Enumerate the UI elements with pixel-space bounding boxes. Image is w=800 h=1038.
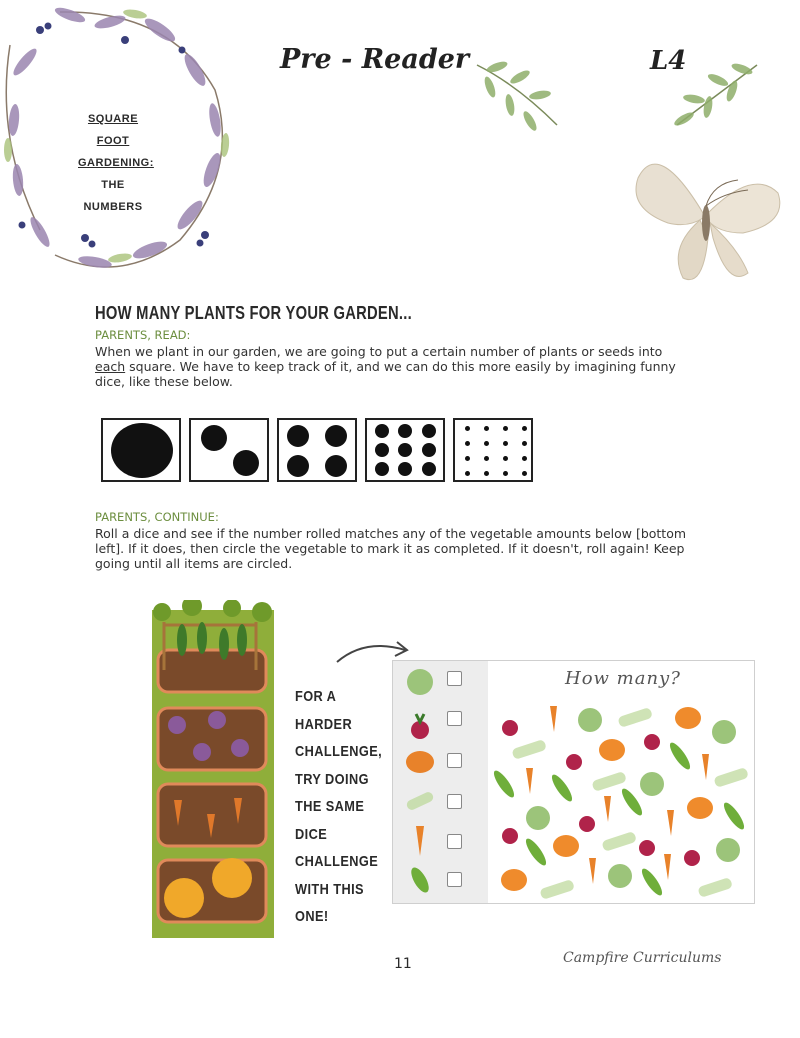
intro-text-underlined: each	[95, 359, 126, 374]
level-label: L4	[650, 46, 687, 76]
die-four	[277, 418, 357, 482]
die-pip	[484, 441, 489, 446]
checklist-checkbox[interactable]	[447, 834, 462, 849]
die-one	[101, 418, 181, 482]
parents-read-label: PARENTS, READ:	[95, 328, 191, 342]
parents-continue-label: PARENTS, CONTINUE:	[95, 510, 219, 524]
die-two	[189, 418, 269, 482]
page-number: 11	[394, 956, 412, 972]
wreath-line-2: GARDENING:	[78, 157, 154, 169]
die-pip	[503, 456, 508, 461]
leaf-sprig-illustration	[472, 55, 562, 135]
die-pip	[465, 441, 470, 446]
leaf-sprig-illustration-right	[672, 55, 762, 135]
wreath-line-1: SQUARE FOOT	[87, 113, 139, 147]
challenge-line: CHALLENGE,	[295, 743, 383, 760]
challenge-line: TRY DOING	[295, 770, 369, 788]
die-pip	[522, 471, 527, 476]
die-pip	[484, 456, 489, 461]
die-pip	[522, 426, 527, 431]
challenge-line: WITH THIS	[295, 880, 364, 898]
dice-row	[101, 418, 533, 482]
butterfly-illustration	[628, 138, 788, 288]
die-six	[365, 418, 445, 482]
die-pip	[465, 426, 470, 431]
die-pip	[522, 441, 527, 446]
die-sixteen	[453, 418, 533, 482]
brand-signature: Campfire Curriculums	[563, 950, 722, 966]
checklist-checkbox[interactable]	[447, 671, 462, 686]
wreath-title	[78, 108, 154, 218]
challenge-line: CHALLENGE	[295, 853, 379, 870]
die-pip	[503, 441, 508, 446]
die-pip	[465, 456, 470, 461]
challenge-line: THE SAME DICE	[295, 798, 365, 843]
die-pip	[484, 471, 489, 476]
challenge-line: ONE!	[295, 908, 329, 925]
checklist-checkbox[interactable]	[447, 794, 462, 809]
worksheet-title: How many?	[565, 668, 681, 689]
checklist-checkbox[interactable]	[447, 872, 462, 887]
wreath-line-3: THE NUMBERS	[83, 179, 143, 213]
die-pip	[503, 471, 508, 476]
intro-paragraph	[95, 344, 695, 389]
intro-text-start: When we plant in our garden, we are going to put a certain number of plants or seeds into	[95, 344, 663, 359]
instructions-paragraph: Roll a dice and see if the number rolled matches any of the vegetable amounts below [bottom left]. If it does, then circle the vegetable to mark it as completed. If it doesn't, roll again! Keep going until all items are circled.	[95, 526, 687, 571]
die-pip	[522, 456, 527, 461]
page-title: Pre - Reader	[280, 44, 470, 75]
checklist-checkbox[interactable]	[447, 711, 462, 726]
vegetable-counting-grid	[492, 698, 752, 900]
checklist-checkbox[interactable]	[447, 753, 462, 768]
garden-beds-illustration	[152, 600, 274, 938]
challenge-text	[295, 683, 383, 931]
challenge-line: FOR A HARDER	[295, 688, 353, 733]
section-heading: HOW MANY PLANTS FOR YOUR GARDEN...	[95, 303, 412, 323]
die-pip	[484, 426, 489, 431]
checklist-veg-icons	[400, 664, 440, 900]
die-pip	[465, 471, 470, 476]
intro-text-end: square. We have to keep track of it, and we can do this more easily by imagining funny dice, like these below.	[95, 359, 676, 389]
die-pip	[503, 426, 508, 431]
